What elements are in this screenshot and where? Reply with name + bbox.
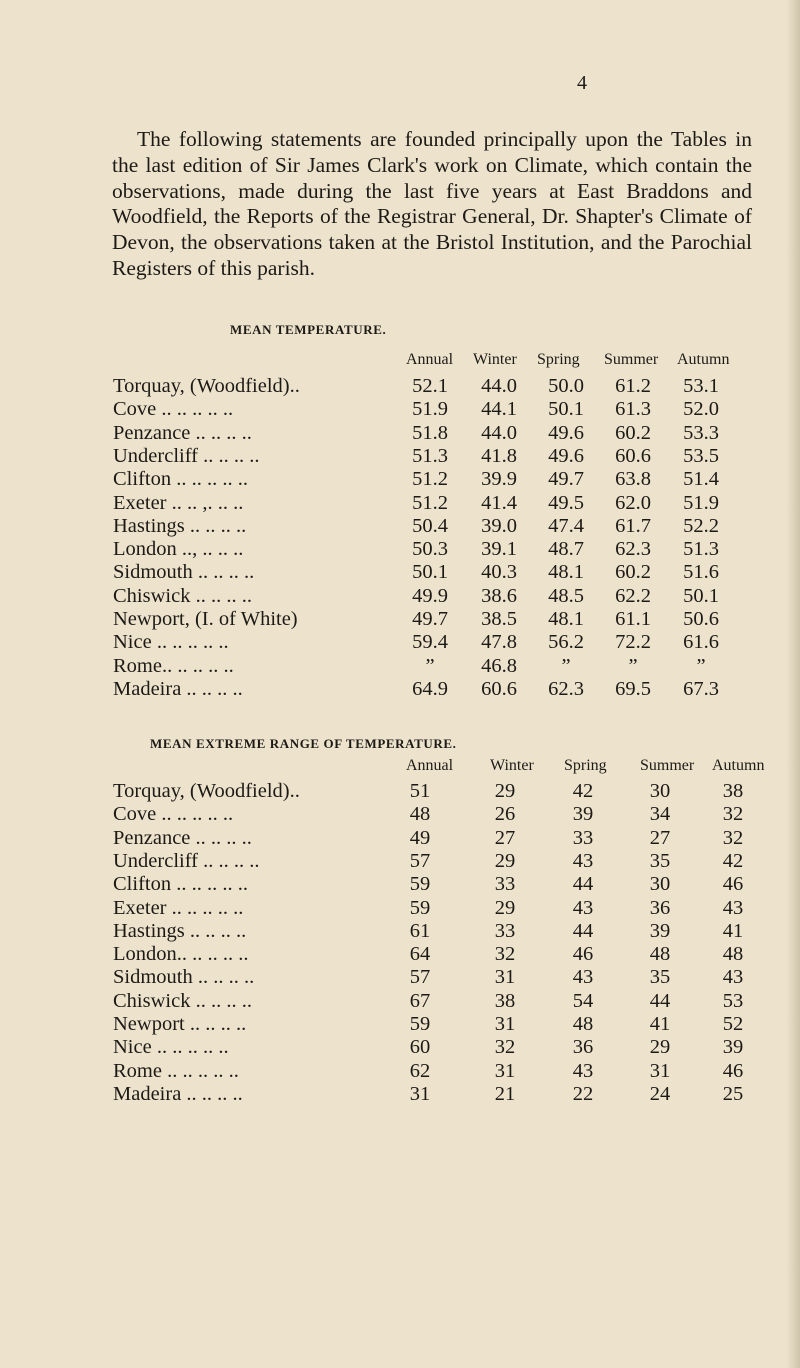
- table-cell-autumn: 53.3: [683, 421, 719, 444]
- table-cell-winter: 41.4: [481, 491, 517, 514]
- table-cell-winter: 44.0: [481, 421, 517, 444]
- table-cell-winter: 39.9: [481, 468, 517, 491]
- table-cell-annual: 50.3: [412, 538, 448, 561]
- table-cell-autumn: 50.6: [683, 608, 719, 630]
- table-cell-annual: 59: [409, 1013, 431, 1035]
- table-cell-annual: ”: [425, 654, 435, 677]
- table-cell-summer: 48: [649, 943, 671, 966]
- table-cell-summer: 35: [649, 966, 671, 989]
- table-cell-autumn: 32: [722, 803, 744, 826]
- intro-paragraph: [112, 127, 752, 282]
- table-cell-spring: 50.1: [548, 398, 584, 421]
- table2-header-summer: Summer: [640, 757, 695, 774]
- table-cell-summer: 30: [649, 780, 671, 802]
- table-cell-winter: 60.6: [481, 677, 517, 700]
- table-cell-summer: 72.2: [615, 631, 651, 654]
- table-row: [0, 585, 800, 611]
- table1-header-summer: Summer: [604, 351, 659, 368]
- table-cell-winter: 31: [494, 966, 516, 989]
- place-name: Madeira .. .. .. ..: [113, 677, 243, 700]
- table-cell-spring: ”: [561, 654, 571, 677]
- table-cell-summer: 27: [649, 826, 671, 849]
- place-name: Exeter .. .. .. .. ..: [113, 896, 244, 919]
- table-cell-winter: 29: [494, 780, 516, 802]
- table-row: [0, 990, 800, 1016]
- table-cell-autumn: ”: [696, 654, 706, 677]
- place-name: Cove .. .. .. .. ..: [113, 398, 234, 421]
- table-cell-autumn: 51.4: [683, 468, 719, 491]
- table-cell-annual: 59: [409, 896, 431, 919]
- table-row: [0, 873, 800, 899]
- table-cell-summer: 36: [649, 896, 671, 919]
- table-cell-annual: 64.9: [412, 677, 448, 700]
- table-cell-autumn: 25: [722, 1082, 744, 1105]
- table-cell-annual: 67: [409, 989, 431, 1012]
- table-cell-spring: 42: [572, 780, 594, 802]
- table-cell-summer: 41: [649, 1013, 671, 1035]
- table-row: [0, 827, 800, 853]
- table-cell-winter: 44.1: [481, 398, 517, 421]
- table-cell-autumn: 53.5: [683, 444, 719, 467]
- table-cell-autumn: 61.6: [683, 631, 719, 654]
- place-name: London .., .. .. ..: [113, 538, 244, 561]
- table-cell-autumn: 51.9: [683, 491, 719, 514]
- table2-title: MEAN EXTREME RANGE OF TEMPERATURE.: [150, 736, 457, 751]
- table-cell-autumn: 46: [722, 1059, 744, 1082]
- table-cell-summer: 24: [649, 1082, 671, 1105]
- table-cell-winter: 29: [494, 849, 516, 872]
- table-cell-annual: 50.4: [412, 514, 448, 537]
- table-cell-spring: 54: [572, 989, 594, 1012]
- place-name: Clifton .. .. .. .. ..: [113, 873, 248, 896]
- table-cell-annual: 49.7: [412, 608, 448, 630]
- table-row: [0, 538, 800, 564]
- place-name: Torquay, (Woodfield)..: [113, 375, 300, 397]
- table-cell-spring: 36: [572, 1036, 594, 1059]
- table-cell-autumn: 51.6: [683, 561, 719, 584]
- table-cell-autumn: 38: [722, 780, 744, 802]
- table-cell-winter: 38.6: [481, 584, 517, 607]
- table-cell-annual: 59.4: [412, 631, 448, 654]
- table-cell-winter: 32: [494, 1036, 516, 1059]
- table-cell-spring: 43: [572, 849, 594, 872]
- place-name: Sidmouth .. .. .. ..: [113, 561, 255, 584]
- table-cell-spring: 48.7: [548, 538, 584, 561]
- table-cell-annual: 61: [409, 919, 431, 942]
- table2-header-autumn: Autumn: [712, 757, 765, 774]
- table-row: [0, 422, 800, 448]
- place-name: Madeira .. .. .. ..: [113, 1082, 243, 1105]
- table-cell-spring: 62.3: [548, 677, 584, 700]
- table-cell-autumn: 46: [722, 873, 744, 896]
- table-cell-annual: 62: [409, 1059, 431, 1082]
- table-cell-annual: 51.2: [412, 468, 448, 491]
- table1-header-spring: Spring: [537, 351, 580, 368]
- place-name: Newport, (I. of White): [113, 608, 298, 630]
- table-cell-autumn: 53.1: [683, 375, 719, 397]
- table-row: [0, 1083, 800, 1109]
- table-cell-winter: 47.8: [481, 631, 517, 654]
- page-number: 4: [577, 72, 587, 94]
- table-cell-spring: 43: [572, 896, 594, 919]
- table-row: [0, 655, 800, 681]
- table-row: [0, 780, 800, 806]
- table2-header-annual: Annual: [406, 757, 454, 774]
- table-cell-summer: 61.7: [615, 514, 651, 537]
- table-cell-annual: 64: [409, 943, 431, 966]
- table-row: [0, 468, 800, 494]
- place-name: Penzance .. .. .. ..: [113, 421, 252, 444]
- table-cell-winter: 26: [494, 803, 516, 826]
- table-cell-annual: 51.8: [412, 421, 448, 444]
- table-cell-annual: 60: [409, 1036, 431, 1059]
- table-cell-summer: 35: [649, 849, 671, 872]
- table-cell-winter: 27: [494, 826, 516, 849]
- place-name: Undercliff .. .. .. ..: [113, 849, 260, 872]
- table-cell-spring: 48.1: [548, 608, 584, 630]
- table-cell-summer: 60.2: [615, 421, 651, 444]
- table-cell-summer: 60.2: [615, 561, 651, 584]
- place-name: Hastings .. .. .. ..: [113, 514, 247, 537]
- table-row: [0, 943, 800, 969]
- table-cell-annual: 49.9: [412, 584, 448, 607]
- table-cell-spring: 56.2: [548, 631, 584, 654]
- table-cell-summer: 63.8: [615, 468, 651, 491]
- table-cell-annual: 52.1: [412, 375, 448, 397]
- table-cell-summer: 44: [649, 989, 671, 1012]
- table-cell-annual: 31: [409, 1082, 431, 1105]
- table-cell-spring: 49.6: [548, 421, 584, 444]
- table1-header-autumn: Autumn: [677, 351, 730, 368]
- table-cell-spring: 44: [572, 873, 594, 896]
- table-cell-summer: 69.5: [615, 677, 651, 700]
- place-name: Penzance .. .. .. ..: [113, 826, 252, 849]
- place-name: Clifton .. .. .. .. ..: [113, 468, 248, 491]
- table-cell-annual: 51.3: [412, 444, 448, 467]
- place-name: Rome .. .. .. .. ..: [113, 1059, 239, 1082]
- table-cell-autumn: 52.0: [683, 398, 719, 421]
- table-cell-spring: 49.6: [548, 444, 584, 467]
- table-cell-autumn: 50.1: [683, 584, 719, 607]
- place-name: Undercliff .. .. .. ..: [113, 444, 260, 467]
- table-cell-annual: 57: [409, 966, 431, 989]
- place-name: Newport .. .. .. ..: [113, 1013, 247, 1035]
- table-cell-winter: 41.8: [481, 444, 517, 467]
- table-cell-spring: 43: [572, 1059, 594, 1082]
- table-cell-winter: 46.8: [481, 654, 517, 677]
- table-cell-autumn: 52: [722, 1013, 744, 1035]
- table-cell-spring: 49.7: [548, 468, 584, 491]
- table-cell-winter: 33: [494, 873, 516, 896]
- table-cell-winter: 38: [494, 989, 516, 1012]
- place-name: Chiswick .. .. .. ..: [113, 989, 252, 1012]
- table1-header-winter: Winter: [473, 351, 517, 368]
- place-name: Chiswick .. .. .. ..: [113, 584, 252, 607]
- table-cell-autumn: 42: [722, 849, 744, 872]
- table-cell-summer: 62.0: [615, 491, 651, 514]
- table1-title: MEAN TEMPERATURE.: [230, 322, 387, 337]
- table-cell-autumn: 53: [722, 989, 744, 1012]
- table-row: [0, 1036, 800, 1062]
- table-cell-spring: 50.0: [548, 375, 584, 397]
- table-cell-summer: 39: [649, 919, 671, 942]
- table-cell-summer: 62.2: [615, 584, 651, 607]
- table-cell-spring: 43: [572, 966, 594, 989]
- table-cell-autumn: 43: [722, 966, 744, 989]
- table-cell-winter: 33: [494, 919, 516, 942]
- table-cell-spring: 48.1: [548, 561, 584, 584]
- place-name: Cove .. .. .. .. ..: [113, 803, 234, 826]
- table-row: [0, 515, 800, 541]
- table-cell-spring: 48.5: [548, 584, 584, 607]
- table-cell-autumn: 41: [722, 919, 744, 942]
- place-name: Hastings .. .. .. ..: [113, 919, 247, 942]
- table-row: [0, 375, 800, 401]
- table-cell-annual: 48: [409, 803, 431, 826]
- table1-header-annual: Annual: [406, 351, 454, 368]
- table-row: [0, 966, 800, 992]
- place-name: Sidmouth .. .. .. ..: [113, 966, 255, 989]
- table-row: [0, 492, 800, 518]
- place-name: London.. .. .. .. ..: [113, 943, 249, 966]
- table-cell-annual: 50.1: [412, 561, 448, 584]
- table-row: [0, 445, 800, 471]
- table-cell-summer: 31: [649, 1059, 671, 1082]
- table-cell-winter: 31: [494, 1059, 516, 1082]
- table-cell-summer: 60.6: [615, 444, 651, 467]
- table2-header-spring: Spring: [564, 757, 607, 774]
- intro-text: The following statements are founded principally upon the Tables in the last edition of Sir James Clark's work on Climate, which contain the observations, made during the last five years at East Braddons and Woodfield, the Reports of the Registrar General, Dr. Shapter's Climate of Devon, the observations taken at the Bristol Institution, and the Parochial Registers of this parish.: [112, 127, 752, 280]
- table-cell-autumn: 52.2: [683, 514, 719, 537]
- table-cell-summer: 29: [649, 1036, 671, 1059]
- table-row: [0, 631, 800, 657]
- table-cell-spring: 47.4: [548, 514, 584, 537]
- table-cell-autumn: 48: [722, 943, 744, 966]
- table-cell-summer: ”: [628, 654, 638, 677]
- table-cell-winter: 38.5: [481, 608, 517, 630]
- table-cell-spring: 48: [572, 1013, 594, 1035]
- table-row: [0, 608, 800, 634]
- table-cell-autumn: 39: [722, 1036, 744, 1059]
- table-row: [0, 920, 800, 946]
- table-cell-summer: 61.3: [615, 398, 651, 421]
- table-row: [0, 678, 800, 704]
- table-cell-autumn: 51.3: [683, 538, 719, 561]
- table-cell-spring: 22: [572, 1082, 594, 1105]
- table-cell-spring: 44: [572, 919, 594, 942]
- table-cell-annual: 57: [409, 849, 431, 872]
- table-cell-spring: 46: [572, 943, 594, 966]
- table-cell-annual: 51.9: [412, 398, 448, 421]
- table-cell-winter: 44.0: [481, 375, 517, 397]
- table-cell-annual: 51: [409, 780, 431, 802]
- table-cell-spring: 33: [572, 826, 594, 849]
- table-cell-winter: 29: [494, 896, 516, 919]
- table-cell-summer: 61.1: [615, 608, 651, 630]
- table-cell-annual: 59: [409, 873, 431, 896]
- table-row: [0, 1013, 800, 1039]
- table-row: [0, 1060, 800, 1086]
- table-cell-spring: 39: [572, 803, 594, 826]
- table-cell-winter: 40.3: [481, 561, 517, 584]
- table-cell-spring: 49.5: [548, 491, 584, 514]
- table-cell-winter: 39.0: [481, 514, 517, 537]
- table2-header-winter: Winter: [490, 757, 534, 774]
- table-cell-summer: 62.3: [615, 538, 651, 561]
- table-row: [0, 561, 800, 587]
- table-cell-winter: 32: [494, 943, 516, 966]
- place-name: Exeter .. .. ,. .. ..: [113, 491, 244, 514]
- table-cell-autumn: 32: [722, 826, 744, 849]
- table-cell-winter: 21: [494, 1082, 516, 1105]
- place-name: Rome.. .. .. .. ..: [113, 654, 234, 677]
- place-name: Nice .. .. .. .. ..: [113, 1036, 229, 1059]
- table-cell-annual: 51.2: [412, 491, 448, 514]
- table-row: [0, 850, 800, 876]
- table-row: [0, 803, 800, 829]
- page-edge-shadow: [786, 0, 800, 1368]
- table-cell-winter: 39.1: [481, 538, 517, 561]
- table-cell-winter: 31: [494, 1013, 516, 1035]
- table-cell-autumn: 43: [722, 896, 744, 919]
- table-cell-annual: 49: [409, 826, 431, 849]
- table-row: [0, 398, 800, 424]
- table-cell-summer: 34: [649, 803, 671, 826]
- place-name: Torquay, (Woodfield)..: [113, 780, 300, 802]
- table-cell-summer: 61.2: [615, 375, 651, 397]
- table-row: [0, 897, 800, 923]
- place-name: Nice .. .. .. .. ..: [113, 631, 229, 654]
- table-cell-autumn: 67.3: [683, 677, 719, 700]
- table-cell-summer: 30: [649, 873, 671, 896]
